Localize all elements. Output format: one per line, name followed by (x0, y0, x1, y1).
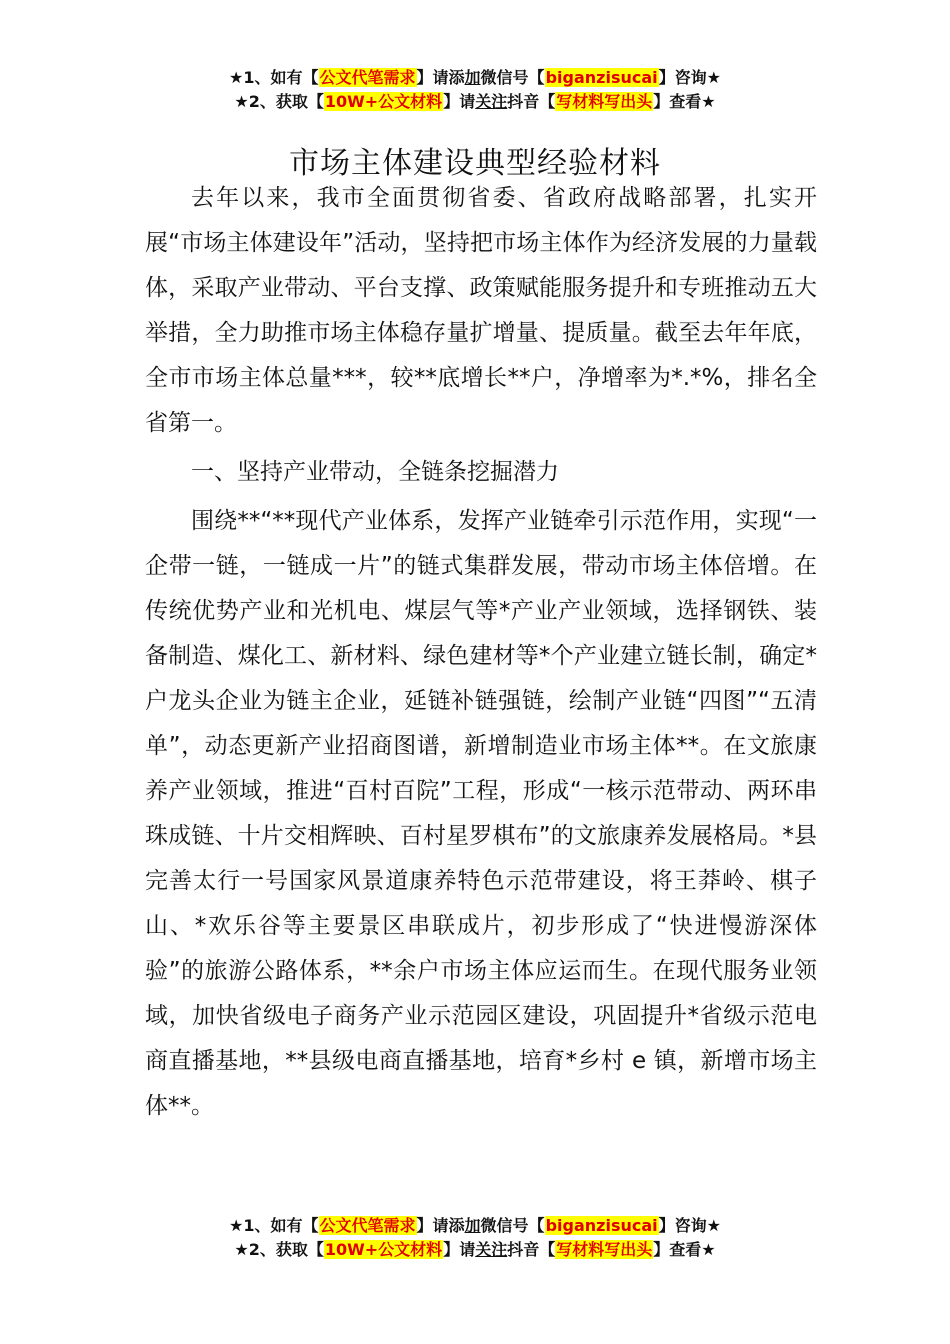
promo-banner-top (0, 66, 950, 114)
promo-text: 】查看★ (653, 1240, 716, 1259)
promo-line-2 (0, 1238, 950, 1262)
promo-underlined: 关注 (475, 1240, 508, 1259)
promo-wechat-id: biganzisucai (545, 1216, 658, 1235)
promo-highlight: 公文代笔需求 (319, 68, 416, 87)
promo-wechat-id: biganzisucai (545, 68, 658, 87)
promo-text: ★2、获取【 (234, 1240, 324, 1259)
document-body (145, 176, 817, 1129)
section-1-paragraph: 围绕**“**现代产业体系，发挥产业链牵引示范作用，实现“一企带一链，一链成一片”的链式集群发展，带动市场主体倍增。在传统优势产业和光机电、煤层气等*产业产业领域，选择钢铁、装备制造、煤化工、新材料、绿色建材等*个产业建立链长制，确定*户龙头企业为链主企业，延链补链强链，绘制产业链“四图”“五清单”，动态更新产业招商图谱，新增制造业市场主体**。在文旅康养产业领域，推进“百村百院”工程，形成“一核示范带动、两环串珠成链、十片交相辉映、百村星罗棋布”的文旅康养发展格局。*县完善太行一号国家风景道康养特色示范带建设，将王莽岭、棋子山、*欢乐谷等主要景区串联成片，初步形成了“快进慢游深体验”的旅游公路体系，**余户市场主体应运而生。在现代服务业领域，加快省级电子商务产业示范园区建设，巩固提升*省级示范电商直播基地，**县级电商直播基地，培育*乡村 e 镇，新增市场主体**。 (145, 508, 817, 1119)
promo-underlined: 关注 (475, 92, 508, 111)
promo-text: 】请 (443, 1240, 476, 1259)
promo-text: 】请 (443, 92, 476, 111)
promo-line-1 (0, 1214, 950, 1238)
promo-douyin-id: 写材料写出头 (556, 92, 653, 111)
promo-banner-bottom (0, 1214, 950, 1262)
promo-text: 】咨询★ (658, 1216, 721, 1235)
promo-text: 抖音【 (507, 92, 556, 111)
promo-text: ★2、获取【 (234, 92, 324, 111)
promo-highlight: 10W+公文材料 (324, 92, 443, 111)
promo-text: 】咨询★ (658, 68, 721, 87)
promo-text: 】请添 (416, 68, 465, 87)
promo-line-2 (0, 90, 950, 114)
promo-underlined: 加 (464, 68, 481, 87)
promo-text: 】查看★ (653, 92, 716, 111)
promo-underlined: 加 (464, 1216, 481, 1235)
promo-highlight: 10W+公文材料 (324, 1240, 443, 1259)
promo-text: ★1、如有【 (229, 1216, 319, 1235)
promo-text: 微信号【 (480, 68, 545, 87)
promo-text: 】请添 (416, 1216, 465, 1235)
promo-text: 抖音【 (507, 1240, 556, 1259)
promo-douyin-id: 写材料写出头 (556, 1240, 653, 1259)
section-1-heading: 一、坚持产业带动，全链条挖掘潜力 (191, 459, 559, 485)
promo-text: ★1、如有【 (229, 68, 319, 87)
promo-line-1 (0, 66, 950, 90)
document-title: 市场主体建设典型经验材料 (289, 146, 661, 182)
intro-paragraph: 去年以来，我市全面贯彻省委、省政府战略部署，扎实开展“市场主体建设年”活动，坚持把市场主体作为经济发展的力量载体，采取产业带动、平台支撑、政策赋能服务提升和专班推动五大举措，全力助推市场主体稳存量扩增量、提质量。截至去年年底，全市市场主体总量***，较**底增长**户，净增率为*.*%，排名全省第一。 (145, 185, 817, 436)
promo-text: 微信号【 (480, 1216, 545, 1235)
promo-highlight: 公文代笔需求 (319, 1216, 416, 1235)
